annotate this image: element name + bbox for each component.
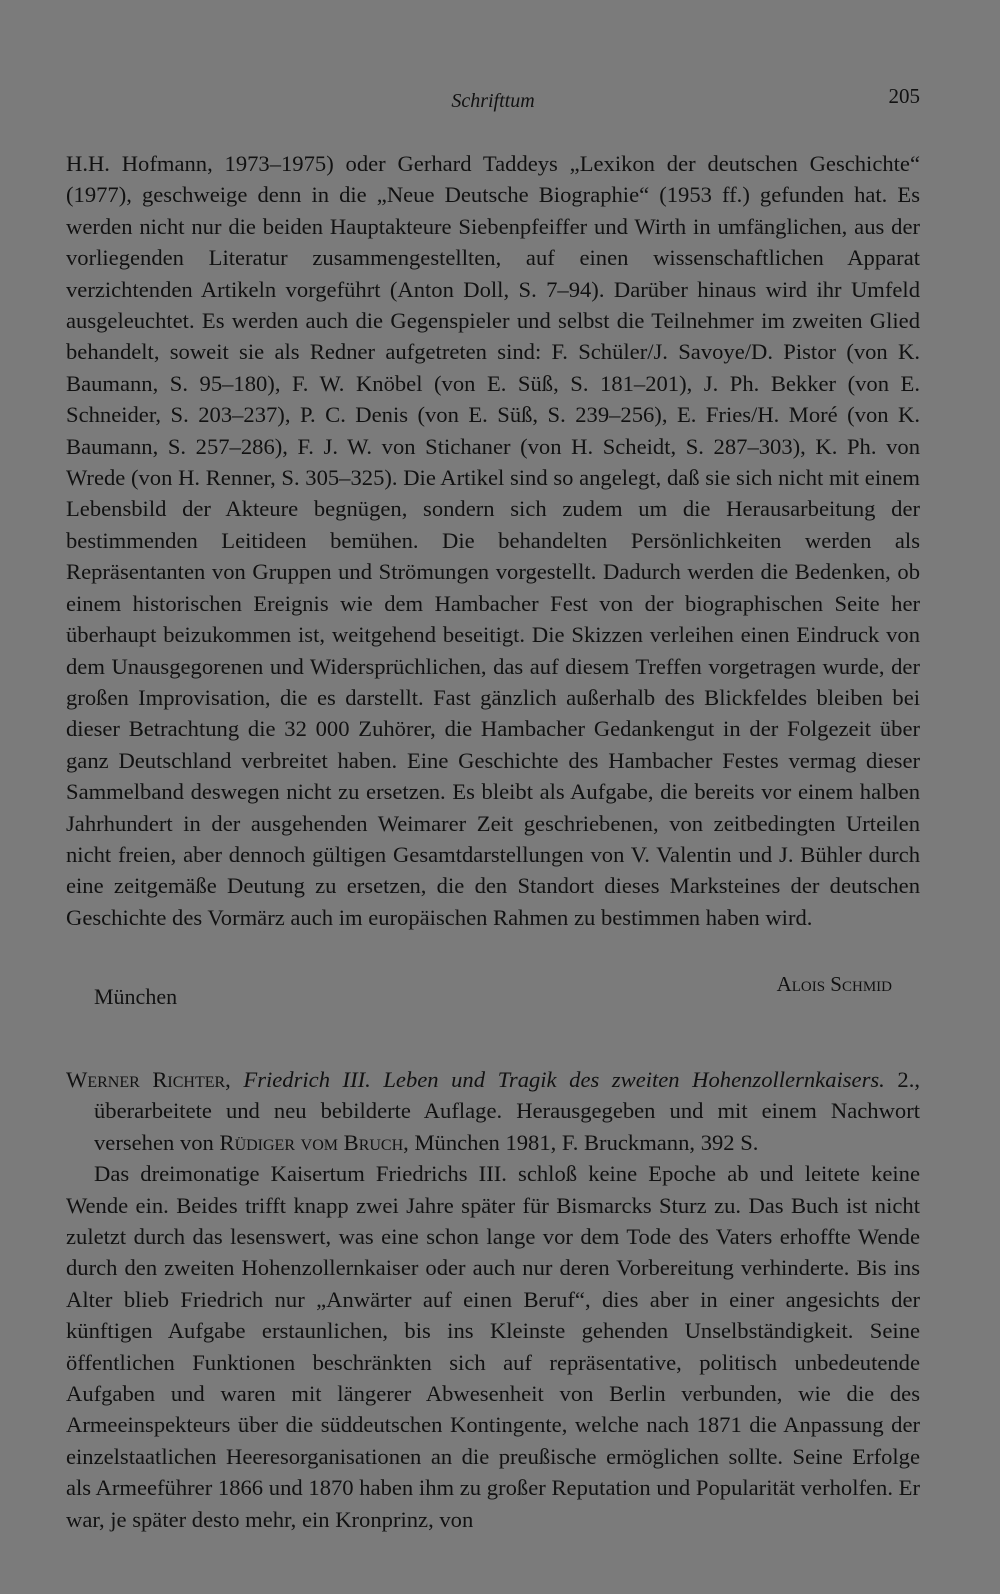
review-entry (66, 1064, 920, 1535)
citation-publisher: München 1981, F. Bruckmann, 392 S. (414, 1129, 759, 1155)
review-signoff (66, 972, 920, 1014)
running-title: Schrifttum (451, 90, 535, 112)
page-number: 205 (888, 84, 920, 108)
reviewer-name: Alois Schmid (776, 972, 892, 996)
page-header (66, 84, 920, 116)
citation-editor: Rüdiger vom Bruch, (219, 1129, 409, 1155)
review-continuation (66, 148, 920, 933)
citation-title: Friedrich III. Leben und Tragik des zweiten Hohenzollernkaisers. (243, 1067, 885, 1092)
citation-author: Werner Richter, (66, 1067, 231, 1092)
signoff-place: München (94, 984, 178, 1009)
book-citation (66, 1064, 920, 1158)
review-paragraph: Das dreimonatige Kaisertum Friedrichs III. schloß keine Epoche ab und leitete keine Wende ein. Beides trifft knapp zwei Jahre später für Bismarcks Sturz zu. Das Buch ist nicht zuletzt durch das lesenswert, was eine schon lange vor dem Tode des Vaters erhoffte Wende durch den zweiten Hohenzollernkaiser oder auch nur deren Vorbereitung verhinderte. Bis ins Alter blieb Friedrich nur „Anwärter auf einen Beruf“, dies aber in einer angesichts der künftigen Aufgabe erstaunlichen, bis ins Kleinste gehenden Unselbständigkeit. Seine öffentlichen Funktionen beschränkten sich auf repräsentative, politisch unbedeutende Aufgaben und waren mit längerer Abwesenheit von Berlin verbunden, wie die des Armeeinspekteurs über die süddeutschen Kontingente, welche nach 1871 die Anpassung der einzelstaatlichen Heeresorganisationen an die preußische ermöglichen sollte. Seine Erfolge als Armeeführer 1866 und 1870 haben ihm zu großer Reputation und Popularität verholfen. Er war, je später desto mehr, ein Kronprinz, von (66, 1161, 920, 1532)
citation-edition: 2., überarbeitete und neu bebilderte Auflage. Herausgegeben und mit einem Nachwort versehen von (94, 1067, 920, 1155)
review-paragraph: H.H. Hofmann, 1973–1975) oder Gerhard Taddeys „Lexikon der deutschen Geschichte“ (1977), geschweige denn in die „Neue Deutsche Biographie“ (1953 ff.) gefunden hat. Es werden nicht nur die beiden Hauptakteure Siebenpfeiffer und Wirth in umfänglichen, aus der vorliegenden Literatur zusammengestellten, auf einen wissenschaftlichen Apparat verzichtenden Artikeln vorgeführt (Anton Doll, S. 7–94). Darüber hinaus wird ihr Umfeld ausgeleuchtet. Es werden auch die Gegenspieler und selbst die Teilnehmer im zweiten Glied behandelt, soweit sie als Redner aufgetreten sind: F. Schüler/J. Savoye/D. Pistor (von K. Baumann, S. 95–180), F. W. Knöbel (von E. Süß, S. 181–201), J. Ph. Bekker (von E. Schneider, S. 203–237), P. C. Denis (von E. Süß, S. 239–256), E. Fries/H. Moré (von K. Baumann, S. 257–286), F. J. W. von Stichaner (von H. Scheidt, S. 287–303), K. Ph. von Wrede (von H. Renner, S. 305–325). Die Artikel sind so angelegt, daß sie sich nicht mit einem Lebensbild der Akteure begnügen, sondern sich zudem um die Herausarbeitung der bestimmenden Leitideen bemühen. Die behandelten Persönlichkeiten werden als Repräsentanten von Gruppen und Strömungen vorgestellt. Dadurch werden die Bedenken, ob einem historischen Ereignis wie dem Hambacher Fest von der biographischen Seite her überhaupt beizukommen ist, weitgehend beseitigt. Die Skizzen verleihen einen Eindruck von dem Unausgegorenen und Widersprüchlichen, das auf diesem Treffen vorgetragen wurde, der großen Improvisation, die es darstellt. Fast gänzlich außerhalb des Blickfeldes bleiben bei dieser Betrachtung die 32 000 Zuhörer, die Hambacher Gedankengut in der Folgezeit über ganz Deutschland verbreitet haben. Eine Geschichte des Hambacher Festes vermag dieser Sammelband deswegen nicht zu ersetzen. Es bleibt als Aufgabe, die bereits vor einem halben Jahrhundert in der ausgehenden Weimarer Zeit geschriebenen, von zeitbedingten Urteilen nicht freien, aber dennoch gültigen Gesamtdarstellungen von V. Valentin und J. Bühler durch eine zeitgemäße Deutung zu ersetzen, die den Standort dieses Marksteines der deutschen Geschichte des Vormärz auch im europäischen Rahmen zu bestimmen haben wird. (66, 151, 920, 930)
